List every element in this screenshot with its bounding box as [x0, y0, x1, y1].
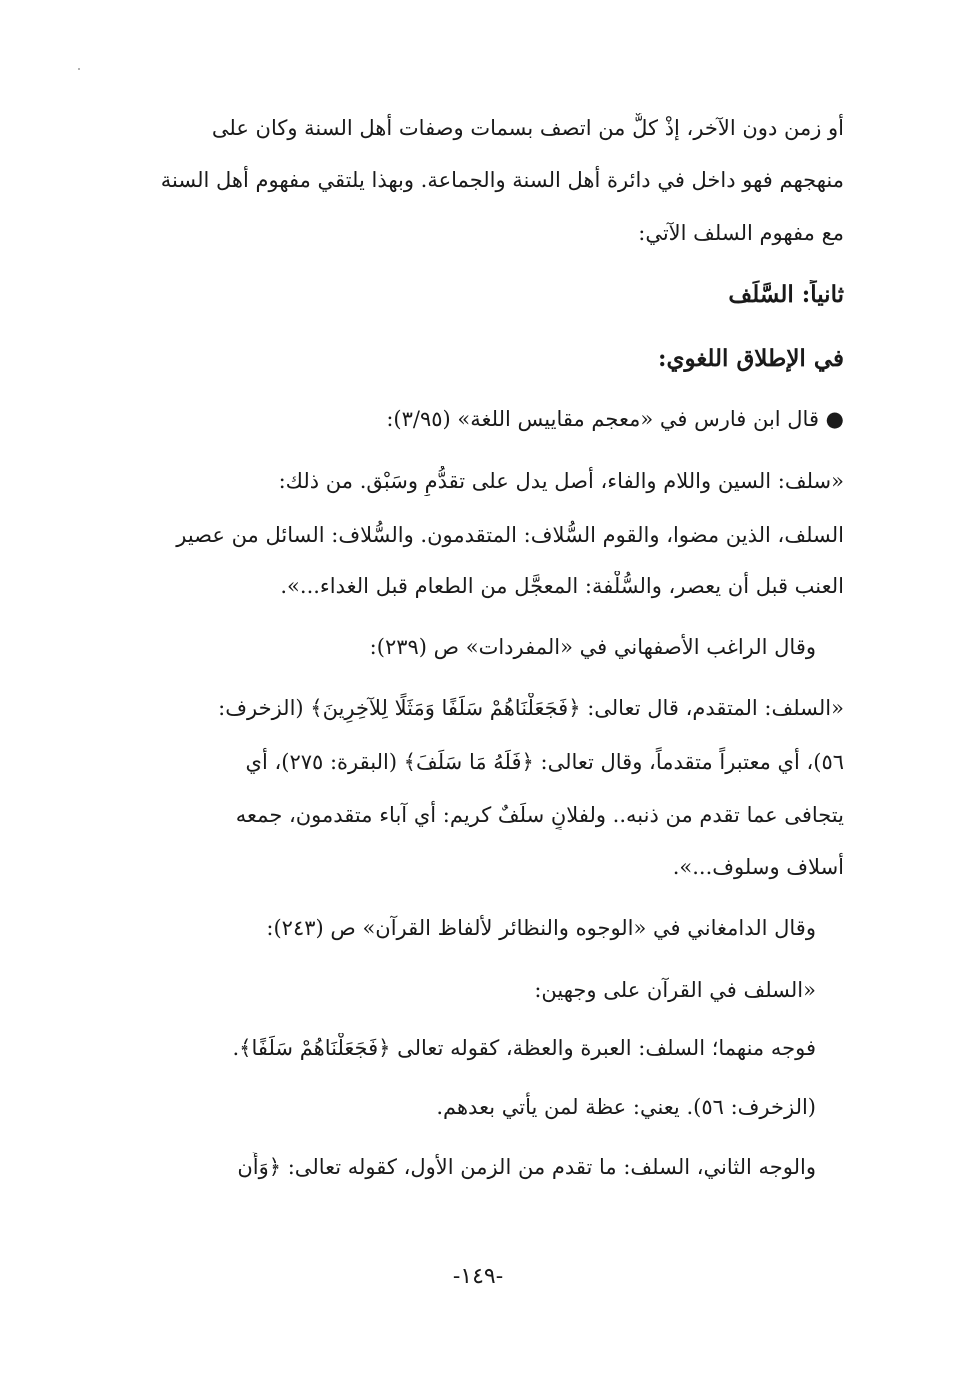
text-line-citation-damghani: وقال الدامغاني في «الوجوه والنظائر لألفاظ القرآن» ص (٢٤٣):	[266, 916, 816, 940]
quote-line-4: «السلف: المتقدم، قال تعالى: ﴿فَجَعَلْنَاهُمْ سَلَفًا وَمَثَلًا لِلآخِرِينَ﴾ (الزخرف:	[218, 696, 844, 720]
text-line-2: منهجهم فهو داخل في دائرة أهل السنة والجماعة. وبهذا يلتقي مفهوم أهل السنة	[160, 168, 844, 192]
sub-heading: في الإطلاق اللغوي:	[657, 345, 844, 372]
text-line-1: أو زمن دون الآخر، إذْ كلٌّ من اتصف بسمات وصفات أهل السنة وكان على	[211, 116, 844, 140]
section-heading: ثانياً: السَّلَف	[728, 281, 844, 308]
quote-line-2: السلف، الذين مضوا، والقوم السُّلاف: المتقدمون. والسُّلاف: السائل من عصير	[176, 523, 844, 547]
quote-line-9: فوجه منهما؛ السلف: العبرة والعظة، كقوله تعالى ﴿فَجَعَلْنَاهُمْ سَلَفًا﴾.	[232, 1036, 816, 1060]
quote-line-6: يتجافى عما تقدم من ذنبه.. ولفلانٍ سلَفٌ كريم: أي آباء متقدمون، جمعه	[235, 803, 844, 827]
quote-line-11: والوجه الثاني، السلف: ما تقدم من الزمن الأول، كقوله تعالى: ﴿وَأَن	[237, 1155, 816, 1179]
text-line-3: مع مفهوم السلف الآتي:	[638, 221, 844, 245]
quote-line-8: «السلف في القرآن على وجهين:	[534, 978, 816, 1002]
page-number: -١٤٩-	[452, 1264, 504, 1289]
quote-line-10: (الزخرف: ٥٦). يعني: عظة لمن يأتي بعدهم.	[436, 1095, 816, 1119]
quote-line-5: ٥٦)، أي معتبراً متقدماً، وقال تعالى: ﴿فَلَهُ مَا سَلَفَ﴾ (البقرة: ٢٧٥)، أي	[245, 750, 844, 774]
text-line-citation-raghib: وقال الراغب الأصفهاني في «المفردات» ص (٢٣٩):	[369, 635, 816, 659]
quote-line-7: أسلاف وسلوف...».	[672, 855, 844, 879]
text-line-citation-ibn-faris: ● قال ابن فارس في «معجم مقاييس اللغة» (٣/٩٥):	[386, 407, 844, 431]
quote-line-3: العنب قبل أن يعصر، والسُّلْفة: المعجَّل من الطعام قبل الغداء...».	[280, 574, 844, 598]
quote-line-1: «سلف: السين واللام والفاء، أصل يدل على تقدُّمٍ وسَبْق. من ذلك:	[278, 469, 844, 493]
scan-speck	[78, 68, 80, 70]
